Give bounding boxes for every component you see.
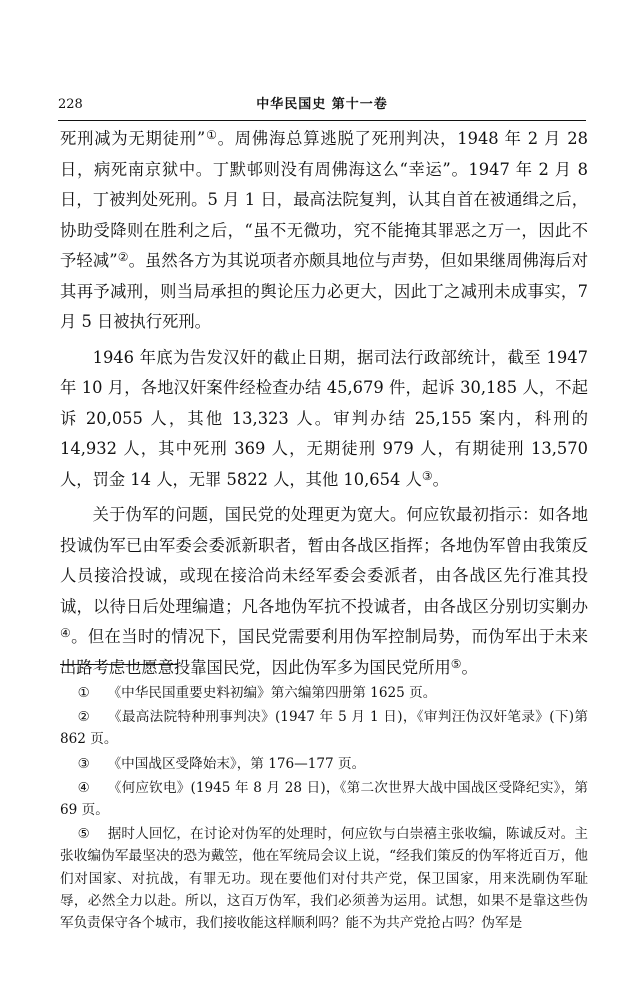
footnote-ref[interactable]: ⑤: [450, 656, 462, 671]
footnote-text: 《最高法院特种刑事判决》(1947 年 5 月 1 日)，《审判汪伪汉奸笔录》(下)第 862 页。: [60, 709, 588, 748]
paragraph-3: [60, 500, 588, 683]
footnote-marker: ③: [77, 755, 90, 772]
running-title: 中华民国史 第十一卷: [256, 97, 388, 112]
paragraph-text: 。虽然各方为其说项者亦颇具地位与声势，但如果继周佛海后对其再予减刑，则当局承担的舆论压力必更大，因此丁之减刑未成事实，7 月 5 日被执行死刑。: [60, 251, 588, 331]
footnote-ref[interactable]: ③: [421, 468, 433, 483]
paragraph-text: 关于伪军的问题，国民党的处理更为宽大。何应钦最初指示：如各地投诚伪军已由军委会委派新职者，暂由各战区指挥；各地伪军曾由我策反人员接洽投诚，或现在接洽尚未经军委会委派者，由各战区先行准其投诚，以待日后处理编遣；凡各地伪军抗不投诚者，由各战区分别切实剿办: [60, 505, 588, 616]
footnote-2: [60, 706, 588, 750]
footnote-marker: ②: [77, 709, 90, 726]
footnote-text: 据时人回忆，在讨论对伪军的处理时，何应钦与白崇禧主张收编，陈诚反对。主张收编伪军最坚决的恐为戴笠，他在军统局会议上说，“经我们策反的伪军将近百万，他们对国家、对抗战，有罪无功。现在要他们对付共产党，保卫国家，用来洗刷伪军耻辱，必然全力以赴。所以，这百万伪军，我们必须善为运用。试想，如果不是靠这些伪军负责保守各个城市，我们接收能这样顺利吗？能不为共产党抢占吗？伪军是: [60, 826, 588, 932]
paragraph-text: 。: [461, 657, 478, 677]
paragraph-text: 。周佛海总算逃脱了死刑判决，1948 年 2 月 28 日，病死南京狱中。丁默邨则没有周佛海这么“幸运”。1947 年 2 月 8 日，丁被判处死刑。5 月 1 日，最高法院复判，认其自首在被通缉之后，协助受降则在胜利之后，“虽不无微功，究不能掩其罪恶之万一，因此不予轻减”: [60, 129, 588, 270]
footnote-marker: ①: [77, 685, 90, 701]
paragraph-text: 死刑减为无期徒刑”: [60, 129, 206, 148]
footnote-text: 《中国战区受降始末》，第 176—177 页。: [107, 755, 366, 772]
footnote-ref[interactable]: ②: [117, 250, 129, 264]
paragraph-2: [60, 343, 588, 496]
footnote-rule: [60, 664, 178, 665]
footnote-ref[interactable]: ④: [60, 626, 72, 640]
footnote-1: [60, 682, 588, 704]
footnote-marker: ⑤: [77, 826, 90, 843]
footnotes: [60, 682, 588, 936]
footnote-4: [60, 777, 588, 821]
paragraph-text: 。: [432, 469, 449, 489]
paragraph-1: [60, 124, 588, 338]
page-number: 228: [58, 97, 83, 112]
footnote-marker: ④: [77, 779, 90, 796]
paragraph-text: 。但在当时的情况下，国民党需要利用伪军控制局势，而伪军出于未来出路考虑也愿意投靠国民党，因此伪军多为国民党所用: [60, 627, 588, 677]
footnote-text: 《何应钦电》(1945 年 8 月 28 日)，《第二次世界大战中国战区受降纪实》，第 69 页。: [60, 779, 588, 819]
footnote-5: [60, 823, 588, 934]
footnote-text: 《中华民国重要史料初编》第六编第四册第 1625 页。: [107, 685, 437, 701]
footnote-3: [60, 753, 588, 775]
header-rule: [58, 120, 586, 121]
main-text: [60, 124, 588, 683]
paragraph-text: 1946 年底为告发汉奸的截止日期，据司法行政部统计，截至 1947 年 10 月，各地汉奸案件经检查办结 45,679 件，起诉 30,185 人，不起诉 20,055 人，其他 13,323 人。审判办结 25,155 案内，科刑的 14,932 人，其中死刑 369 人，无期徒刑 979 人，有期徒刑 13,570 人，罚金 14 人，无罪 5822 人，其他 10,654 人: [60, 347, 588, 489]
footnote-ref[interactable]: ①: [205, 128, 218, 142]
page-header: [58, 92, 586, 118]
